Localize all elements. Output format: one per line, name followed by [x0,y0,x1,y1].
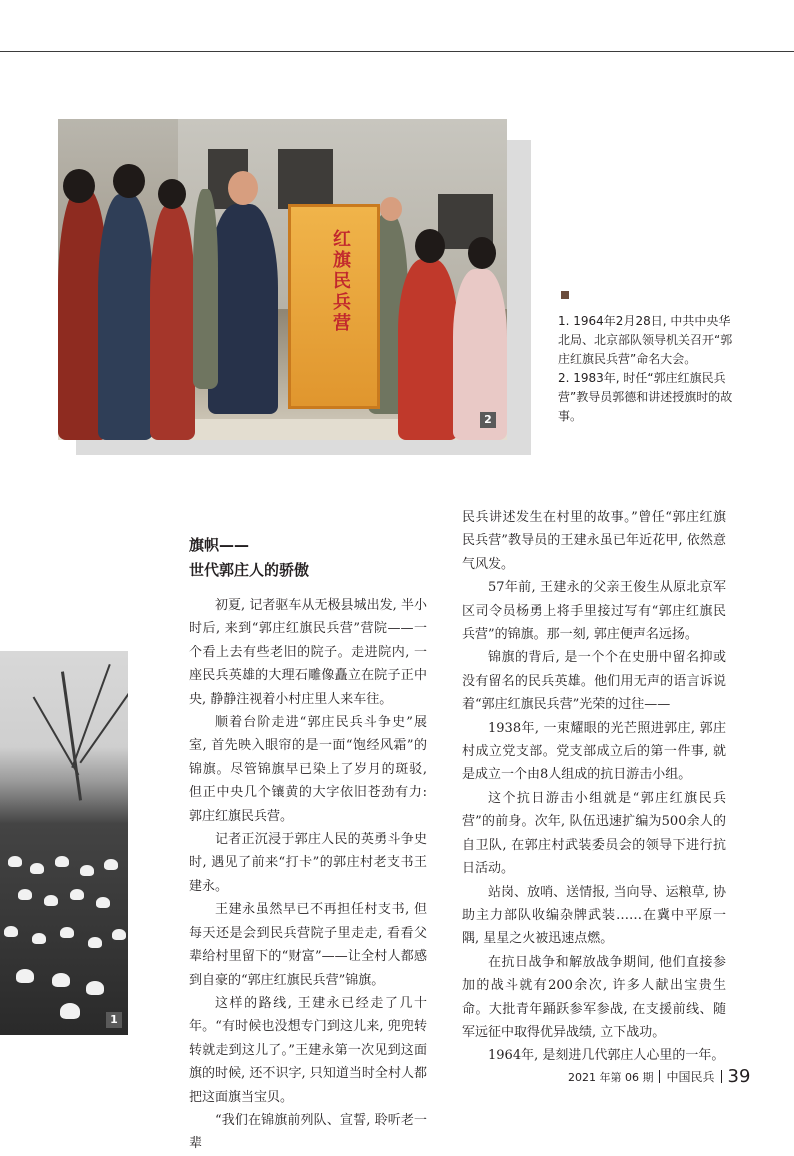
issue-label: 2021 年第 06 期 [568,1070,654,1084]
top-rule [0,51,794,52]
paragraph: 顺着台阶走进“郭庄民兵斗争史”展室, 首先映入眼帘的是一面“饱经风霜”的锦旗。尽管锦旗早已染上了岁月的斑驳, 但正中央几个镶黄的大字依旧苍劲有力: 郭庄红旗民兵营。 [189,715,427,824]
page-number: 39 [727,1066,751,1087]
photo-number-badge: 2 [480,412,496,428]
banner-text: 红旗民兵营 [330,229,351,334]
footer-divider [659,1070,660,1083]
footer-divider [721,1070,722,1083]
magazine-name: 中国民兵 [666,1070,715,1084]
paragraph: 王建永虽然早已不再担任村支书, 但每天还是会到民兵营院子里走走, 看看父辈给村里留下的“财富”——让全村人都感到自豪的“郭庄红旗民兵营”锦旗。 [189,902,427,988]
paragraph: 记者正沉浸于郭庄人民的英勇斗争史时, 遇见了前来“打卡”的郭庄村老支书王建永。 [189,832,427,894]
section-heading [189,533,309,583]
paragraph: 这样的路线, 王建永已经走了几十年。“有时候也没想专门到这儿来, 兜兜转转就走到这儿了。”王建永第一次见到这面旗的时候, 还不识字, 只知道当时全村人都把这面旗当宝贝。 [189,995,427,1105]
paragraph: 1938年, 一束耀眼的光芒照进郭庄, 郭庄村成立党支部。党支部成立后的第一件事, 就是成立一个由8人组成的抗日游击小组。 [462,720,726,783]
caption-marker-icon [561,291,569,299]
article-column-left [189,594,427,1156]
heading-line-1: 旗帜—— [189,536,250,554]
photo-caption [558,312,733,426]
article-column-right [462,506,726,1068]
photo-number-badge: 1 [106,1012,122,1028]
paragraph: 锦旗的背后, 是一个个在史册中留名抑或没有留名的民兵英雄。他们用无声的语言诉说着“郭庄红旗民兵营”光荣的过往—— [462,650,726,713]
heading-line-2: 世代郭庄人的骄傲 [189,561,310,579]
photo-crowd-assembly [0,651,128,1035]
paragraph-continuation: 民兵讲述发生在村里的故事。”曾任“郭庄红旗民兵营”教导员的王建永虽已年近花甲, 依然意气风发。 [462,510,726,572]
paragraph: 初夏, 记者驱车从无极县城出发, 半小时后, 来到“郭庄红旗民兵营”营院——一个看上去有些老旧的院子。走进院内, 一座民兵英雄的大理石雕像矗立在院子正中央, 静静注视着小村庄里人来车往。 [189,598,427,707]
page-footer [568,1066,750,1087]
caption-line: 2. 1983年, 时任“郭庄红旗民兵营”教导员郭德和讲述授旗时的故事。 [558,371,733,423]
paragraph: 1964年, 是刻进几代郭庄人心里的一年。 [488,1048,725,1064]
caption-line: 1. 1964年2月28日, 中共中央华北局、北京部队领导机关召开“郭庄红旗民兵营”命名大会。 [558,314,733,366]
paragraph: 这个抗日游击小组就是“郭庄红旗民兵营”的前身。次年, 队伍迅速扩编为500余人的自卫队, 在郭庄村武装委员会的领导下进行抗日活动。 [462,790,726,877]
paragraph: “我们在锦旗前列队、宣誓, 聆听老一辈 [189,1112,427,1152]
paragraph: 57年前, 王建永的父亲王俊生从原北京军区司令员杨勇上将手里接过写有“郭庄红旗民兵营”的锦旗。那一刻, 郭庄便声名远扬。 [462,580,726,643]
photo-flag-ceremony [58,119,507,440]
paragraph: 在抗日战争和解放战争期间, 他们直接参加的战斗就有200余次, 许多人献出宝贵生命。大批青年踊跃参军参战, 在支援前线、随军远征中取得优异战绩, 立下战功。 [462,954,726,1040]
paragraph: 站岗、放哨、送情报, 当向导、运粮草, 协助主力部队收编杂牌武装……在冀中平原一隅, 星星之火被迅速点燃。 [462,884,726,947]
red-flag-militia-banner [288,204,380,409]
